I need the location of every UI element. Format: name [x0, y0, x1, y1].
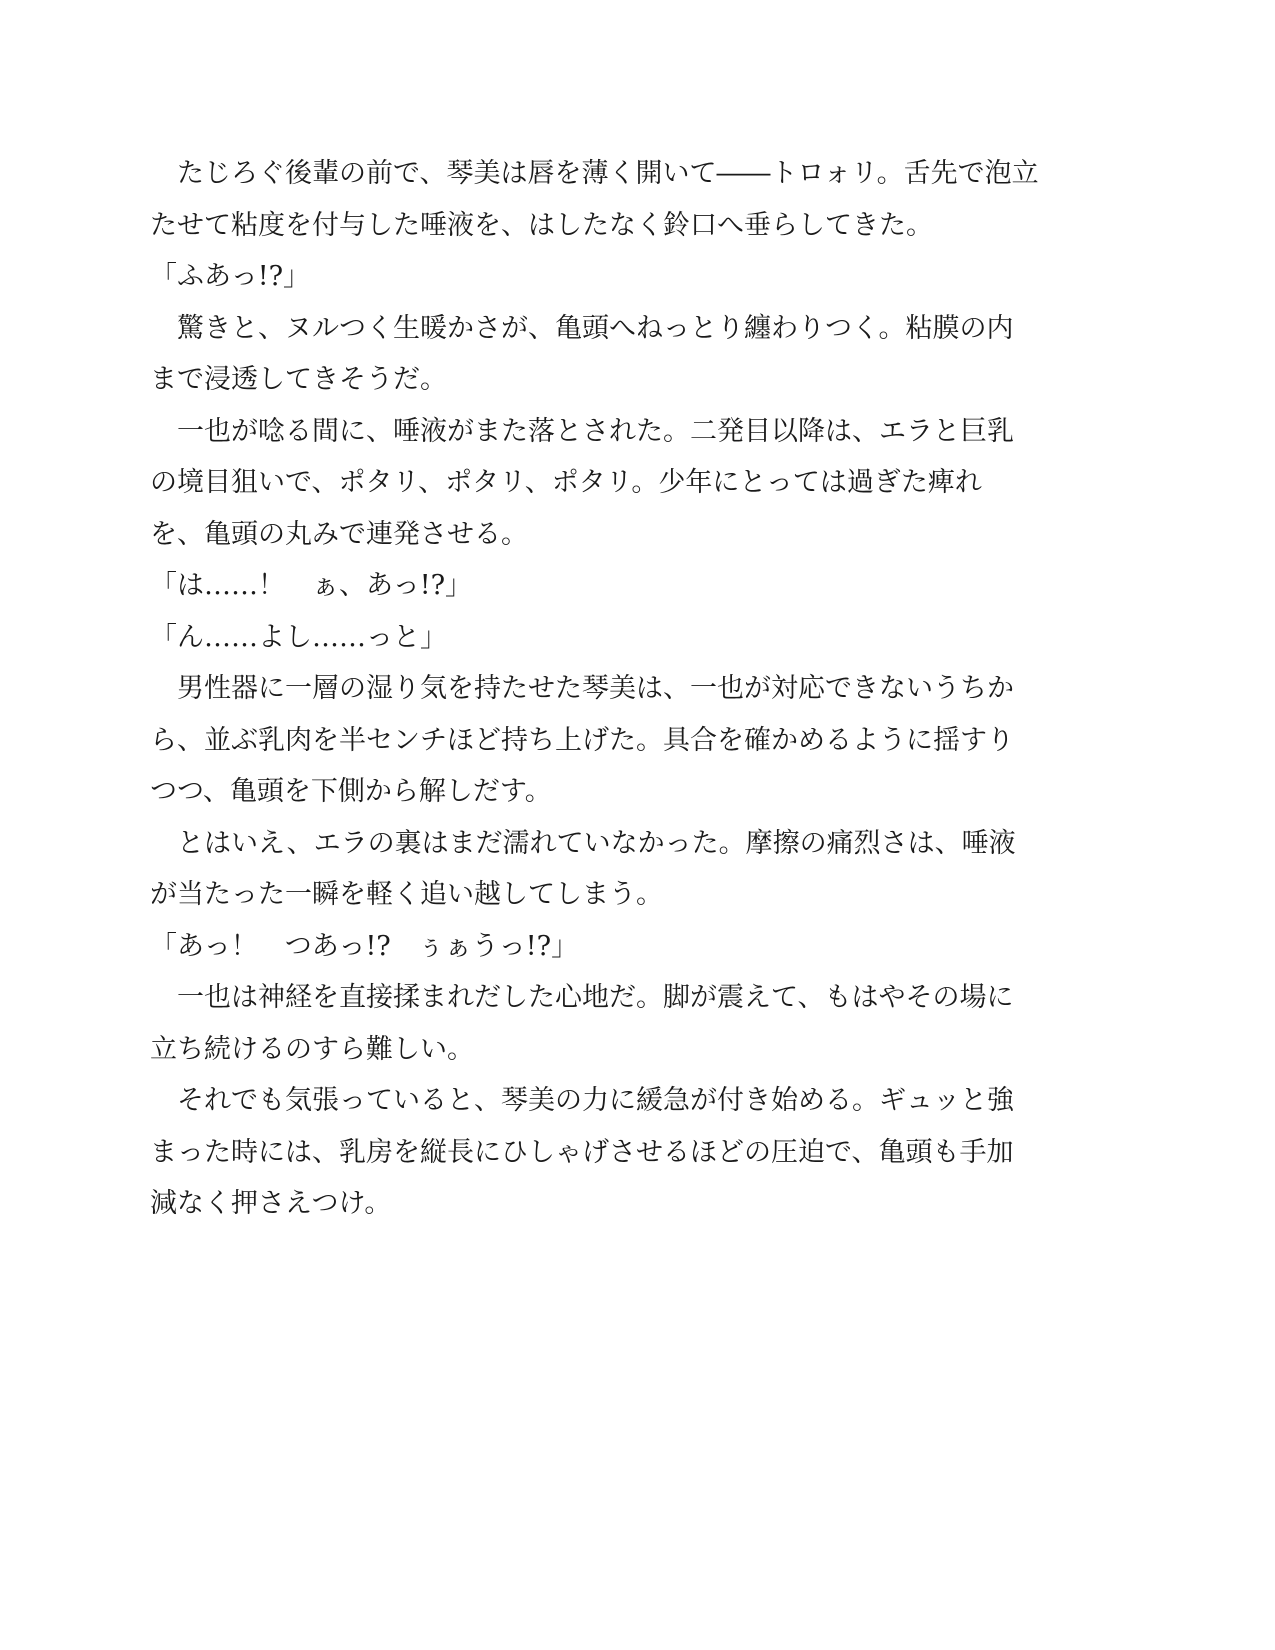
text-line: 男性器に一層の湿り気を持たせた琴美は、一也が対応できないうちか [150, 673, 1014, 704]
text-line: 「あっ！ つあっ!? ぅぁうっ!?」 [150, 930, 579, 962]
text-line: ら、並ぶ乳肉を半センチほど持ち上げた。具合を確かめるように揺すり [150, 724, 1014, 756]
text-line: たじろぐ後輩の前で、琴美は唇を薄く開いて――トロォリ。舌先で泡立 [150, 158, 1039, 189]
text-line: たせて粘度を付与した唾液を、はしたなく鈴口へ垂らしてきた。 [150, 209, 933, 241]
text-line: それでも気張っていると、琴美の力に緩急が付き始める。ギュッと強 [150, 1085, 1014, 1116]
text-line: 一也は神経を直接揉まれだした心地だ。脚が震えて、もはやその場に [150, 982, 1014, 1013]
text-line: つつ、亀頭を下側から解しだす。 [150, 776, 552, 807]
text-line: とはいえ、エラの裏はまだ濡れていなかった。摩擦の痛烈さは、唾液 [150, 827, 1016, 859]
text-line: 「ふあっ!?」 [150, 261, 311, 292]
text-line: まった時には、乳房を縦長にひしゃげさせるほどの圧迫で、亀頭も手加 [150, 1136, 1014, 1168]
text-line: が当たった一瞬を軽く追い越してしまう。 [150, 879, 663, 910]
body-text [150, 148, 1130, 1230]
text-line: を、亀頭の丸みで連発させる。 [150, 518, 528, 550]
text-line: 「は……！ ぁ、あっ!?」 [150, 570, 473, 601]
text-line: 驚きと、ヌルつく生暖かさが、亀頭へねっとり纏わりつく。粘膜の内 [150, 312, 1014, 344]
text-line: 一也が唸る間に、唾液がまた落とされた。二発目以降は、エラと巨乳 [150, 415, 1014, 447]
text-line: の境目狙いで、ポタリ、ポタリ、ポタリ。少年にとっては過ぎた痺れ [150, 467, 982, 498]
text-line: 「ん……よし……っと」 [150, 621, 447, 653]
text-line: 減なく押さえつけ。 [150, 1188, 392, 1219]
text-line: まで浸透してきそうだ。 [150, 364, 447, 395]
text-line: 立ち続けるのすら難しい。 [150, 1033, 474, 1065]
